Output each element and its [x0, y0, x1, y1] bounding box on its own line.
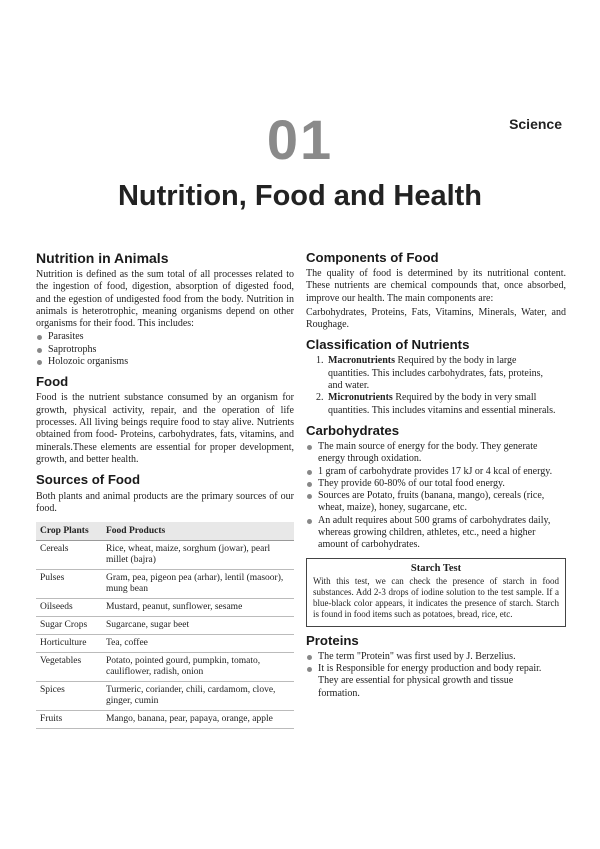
table-row — [36, 540, 294, 569]
table-cell: Cereals — [36, 540, 102, 569]
nutrition-paragraph: Nutrition is defined as the sum total of all processes related to the ingestion of food, digestion, absorption of digested food, and the egestion of undigested food from the body. Nutrition in animals is heterotrophic, meaning organisms depend on other organisms for their food. This includes: — [36, 269, 294, 330]
table-cell: Gram, pea, pigeon pea (arhar), lentil (masoor), mung bean — [102, 569, 294, 598]
table-cell: Tea, coffee — [102, 634, 294, 652]
left-column — [36, 250, 294, 729]
term-description: Required by the body in large quantities. This includes carbohydrates, fats, proteins, and water. — [328, 355, 544, 392]
chapter-number: 01 — [266, 108, 334, 171]
starch-test-box — [306, 558, 566, 627]
table-header-food-products: Food Products — [102, 522, 294, 541]
components-paragraph: The quality of food is determined by its nutritional content. These nutrients are chemical compounds that, once absorbed, improve our health. The main components are: — [306, 268, 566, 304]
list-item — [306, 392, 566, 417]
table-cell: Rice, wheat, maize, sorghum (jowar), pearl millet (bajra) — [102, 540, 294, 569]
subject-label: Science — [509, 116, 562, 132]
heading-nutrition-in-animals: Nutrition in Animals — [36, 250, 169, 266]
list-item: An adult requires about 500 grams of carbohydrates daily, whereas growing children, athletes, etc., need a higher amount of carbohydrates. — [306, 515, 556, 552]
heading-components-of-food: Components of Food — [306, 250, 439, 265]
term-macronutrients: Macronutrients — [328, 355, 396, 367]
table-row — [36, 652, 294, 681]
carbohydrates-list — [306, 441, 566, 552]
heading-classification-of-nutrients: Classification of Nutrients — [306, 337, 470, 353]
table-cell: Vegetables — [36, 652, 102, 681]
table-row — [36, 598, 294, 616]
table-header-row — [36, 522, 294, 541]
components-list-paragraph: Carbohydrates, Proteins, Fats, Vitamins, Minerals, Water, and Roughage. — [306, 306, 566, 331]
table-row — [36, 681, 294, 710]
table-cell: Sugar Crops — [36, 616, 102, 634]
classification-list — [306, 355, 566, 416]
food-paragraph: Food is the nutrient substance consumed by an organism for growth, physical activity, repair, and the operation of life processes. All living beings require food to stay alive. Nutrients obtained from food- Proteins, carbohydrates, fats, vitamins, and minerals.These elements are essential for proper development, growth, and better health. — [36, 392, 294, 465]
table-cell: Oilseeds — [36, 598, 102, 616]
table-row — [36, 634, 294, 652]
list-item: Sources are Potato, fruits (banana, mango), cereals (rice, wheat, maize), honey, sugarcane, etc. — [306, 490, 556, 515]
table-cell: Potato, pointed gourd, pumpkin, tomato, cauliflower, radish, onion — [102, 652, 294, 681]
list-item: The term "Protein" was first used by J. Berzelius. — [306, 651, 556, 663]
starch-test-text: With this test, we can check the presence of starch in food substances. Add 2-3 drops of iodine solution to the test sample. If a blue-black color appears, it indicates the presence of starch. Starch is found in food items such as potatoes, bread, rice, etc. — [313, 575, 559, 619]
table-header-crop-plants: Crop Plants — [36, 522, 102, 541]
starch-test-title: Starch Test — [410, 562, 462, 574]
table-cell: Pulses — [36, 569, 102, 598]
term-description: Required by the body in very small quantities. This includes vitamins and essential minerals. — [328, 392, 556, 416]
list-item: 1 gram of carbohydrate provides 17 kJ or 4 kcal of energy. — [306, 466, 556, 478]
heading-sources-of-food: Sources of Food — [36, 472, 141, 488]
sources-paragraph: Both plants and animal products are the primary sources of our food. — [36, 491, 294, 515]
table-cell: Mango, banana, pear, papaya, orange, apple — [102, 710, 294, 728]
list-item: Holozoic organisms — [36, 356, 294, 368]
table-cell: Sugarcane, sugar beet — [102, 616, 294, 634]
right-column — [306, 250, 566, 700]
table-row — [36, 710, 294, 728]
table-cell: Turmeric, coriander, chili, cardamom, clove, ginger, cumin — [102, 681, 294, 710]
table-row — [36, 569, 294, 598]
chapter-title: Nutrition, Food and Health — [117, 180, 483, 212]
table-cell: Spices — [36, 681, 102, 710]
heading-food: Food — [36, 374, 69, 390]
list-item: They provide 60-80% of our total food energy. — [306, 478, 556, 490]
proteins-list — [306, 651, 566, 700]
table-cell: Fruits — [36, 710, 102, 728]
term-micronutrients: Micronutrients — [328, 392, 393, 404]
list-item — [306, 355, 566, 392]
heading-carbohydrates: Carbohydrates — [306, 422, 400, 438]
list-item: The main source of energy for the body. They generate energy through oxidation. — [306, 441, 556, 466]
list-item: Saprotrophs — [36, 344, 294, 356]
table-cell: Mustard, peanut, sunflower, sesame — [102, 598, 294, 616]
food-table — [36, 522, 294, 729]
list-number: 1. — [316, 355, 324, 367]
table-row — [36, 616, 294, 634]
heading-proteins: Proteins — [306, 632, 359, 648]
list-item: It is Responsible for energy production and body repair. They are essential for physical growth and tissue formation. — [306, 663, 556, 700]
nutrition-list — [36, 331, 294, 368]
list-item: Parasites — [36, 331, 294, 343]
table-cell: Horticulture — [36, 634, 102, 652]
list-number: 2. — [316, 392, 324, 404]
